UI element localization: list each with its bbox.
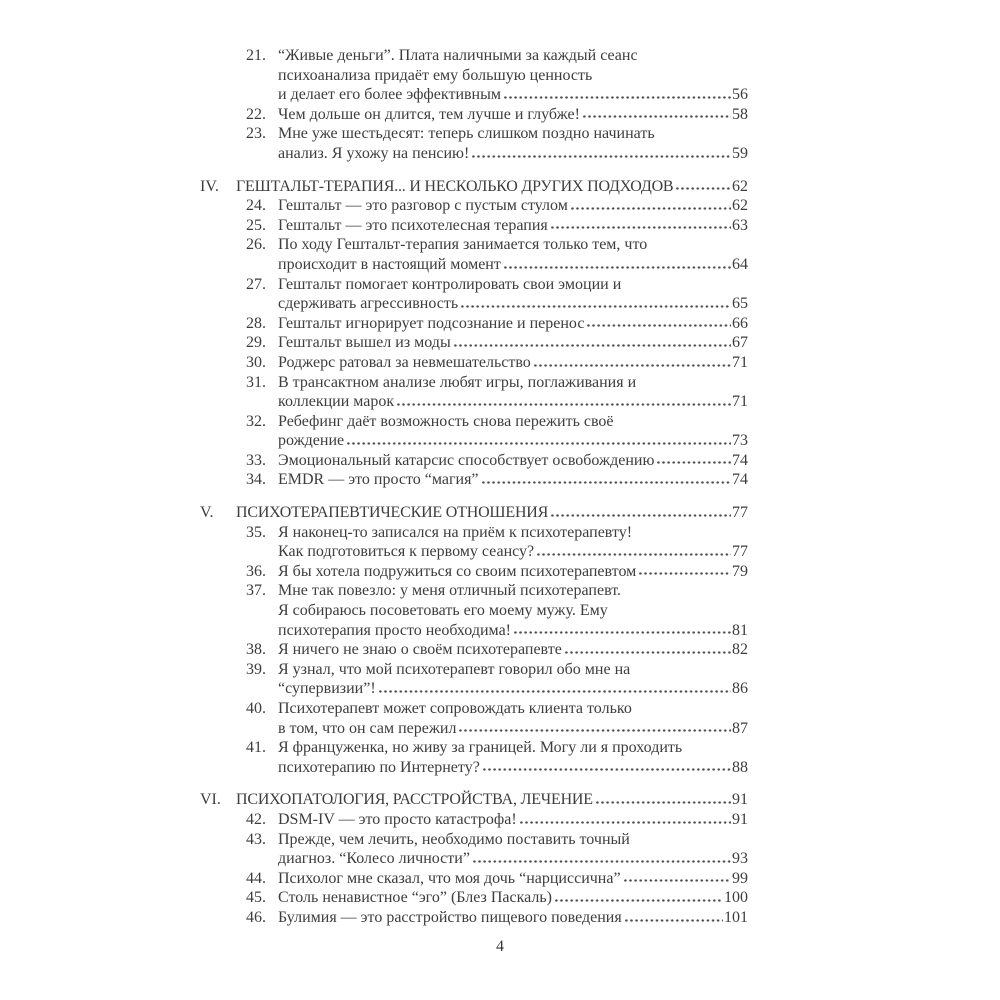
- dot-leader: [676, 187, 731, 190]
- toc-entry-title: [278, 412, 748, 451]
- toc-entry-text: происходит в настоящий момент: [278, 255, 501, 273]
- toc-entry-title: [278, 640, 748, 660]
- toc-entry-number: 25.: [246, 216, 266, 234]
- toc-entry: [200, 196, 748, 216]
- toc-entry: [200, 660, 748, 699]
- toc-entry-line: Психотерапевт может сопровождать клиента только: [278, 700, 632, 717]
- dot-leader: [473, 860, 731, 863]
- toc-entry-number: 28.: [246, 314, 266, 332]
- toc-entry-text: диагноз. “Колесо личности”: [278, 850, 470, 868]
- dot-leader: [596, 801, 731, 804]
- toc-entry-title: [278, 124, 748, 163]
- toc-entry-number: 35.: [246, 523, 266, 541]
- toc-page-ref: 62: [732, 197, 748, 215]
- toc-entry-text: EMDR — это просто “магия”: [278, 471, 479, 489]
- toc-entry-title: [278, 235, 748, 274]
- table-of-contents: [200, 46, 748, 928]
- toc-page-ref: 87: [732, 719, 748, 737]
- toc-section-header: [200, 503, 748, 523]
- toc-entry-number: 27.: [246, 275, 266, 293]
- toc-entry-line: [278, 888, 748, 908]
- dot-leader: [625, 919, 723, 922]
- toc-page-ref: 77: [732, 504, 748, 522]
- toc-page-ref: 99: [732, 869, 748, 887]
- toc-entry-text: Чем дольше он длится, тем лучше и глубже!: [278, 105, 580, 123]
- toc-entry-title: [278, 275, 748, 314]
- toc-entry-text: в том, что он сам пережил: [278, 719, 457, 737]
- toc-entry-line: [278, 849, 748, 869]
- toc-entry-number: 24.: [246, 197, 266, 215]
- toc-entry-line: [278, 470, 748, 490]
- toc-entry: [200, 699, 748, 738]
- toc-entry-text: Гештальт вышел из моды: [278, 334, 451, 352]
- toc-entry: [200, 640, 748, 660]
- dot-leader: [551, 226, 731, 229]
- toc-entry: [200, 869, 748, 889]
- toc-entry-line: Я француженка, но живу за границей. Могу ли я проходить: [278, 739, 683, 757]
- toc-section-numeral: IV.: [200, 177, 219, 195]
- toc-entry-number: 41.: [246, 739, 266, 757]
- toc-entry-line: [278, 719, 748, 739]
- toc-entry-line: [278, 333, 748, 353]
- toc-page-ref: 67: [732, 334, 748, 352]
- toc-page-ref: 88: [732, 758, 748, 776]
- dot-leader: [347, 442, 731, 445]
- toc-page-ref: 65: [732, 295, 748, 313]
- toc-entry-number: 39.: [246, 660, 266, 678]
- toc-entry-line: Мне так повезло: у меня отличный психотерапевт.: [278, 582, 622, 600]
- toc-entry-line: [278, 431, 748, 451]
- toc-entry: [200, 412, 748, 451]
- toc-entry-title: [278, 451, 748, 471]
- toc-entry-line: [278, 144, 748, 164]
- toc-page-ref: 82: [732, 641, 748, 659]
- toc-entry-text: Булимия — это расстройство пищевого поведения: [278, 908, 622, 926]
- toc-entry-number: 32.: [246, 412, 266, 430]
- toc-page-ref: 77: [732, 543, 748, 561]
- toc-entry-text: Столь ненавистное “эго” (Блез Паскаль): [278, 889, 552, 907]
- toc-entry-title: [278, 216, 748, 236]
- toc-entry-line: В трансактном анализе любят игры, поглаживания и: [278, 373, 637, 391]
- dot-leader: [534, 364, 731, 367]
- toc-entry: [200, 451, 748, 471]
- toc-entry-line: По ходу Гештальт-терапия занимается только тем, что: [278, 236, 648, 254]
- toc-entry-line: Ребефинг даёт возможность снова пережить своё: [278, 412, 614, 430]
- toc-entry-title: [278, 908, 748, 928]
- toc-page-ref: 74: [732, 471, 748, 489]
- toc-page-ref: 59: [732, 144, 748, 162]
- toc-entry-number: 42.: [246, 810, 266, 828]
- toc-entry-line: [278, 562, 748, 582]
- toc-entry-title: [278, 46, 748, 105]
- toc-entry-title: [278, 470, 748, 490]
- toc-page-ref: 91: [732, 791, 748, 809]
- toc-entry-text: Я ничего не знаю о своём психотерапевте: [278, 641, 562, 659]
- toc-entry-line: Прежде, чем лечить, необходимо поставить точный: [278, 830, 630, 848]
- toc-entry: [200, 830, 748, 869]
- toc-entry-line: [278, 869, 748, 889]
- toc-entry-line: Гештальт помогает контролировать свои эмоции и: [278, 275, 622, 293]
- toc-page-ref: 101: [724, 908, 748, 926]
- dot-leader: [504, 96, 731, 99]
- dot-leader: [504, 266, 731, 269]
- toc-entry-number: 22.: [246, 105, 266, 123]
- toc-entry-line: “Живые деньги”. Плата наличными за каждый сеанс: [278, 47, 638, 64]
- toc-section-title: ПСИХОПАТОЛОГИЯ, РАССТРОЙСТВА, ЛЕЧЕНИЕ: [236, 791, 593, 809]
- toc-entry: [200, 314, 748, 334]
- toc-page-ref: 56: [732, 86, 748, 104]
- toc-section-title: ПСИХОТЕРАПЕВТИЧЕСКИЕ ОТНОШЕНИЯ: [236, 504, 549, 522]
- toc-entry-number: 21.: [246, 47, 266, 64]
- toc-entry-number: 31.: [246, 373, 266, 391]
- toc-entry-title: [278, 333, 748, 353]
- toc-page-ref: 64: [732, 255, 748, 273]
- dot-leader: [639, 572, 731, 575]
- toc-page-ref: 79: [732, 562, 748, 580]
- dot-leader: [583, 115, 731, 118]
- toc-entry-number: 38.: [246, 641, 266, 659]
- toc-entry-title: [278, 660, 748, 699]
- dot-leader: [483, 768, 731, 771]
- toc-entry-line: [278, 621, 748, 641]
- toc-entry-line: Мне уже шестьдесят: теперь слишком поздно начинать: [278, 125, 655, 143]
- toc-entry-line: Я узнал, что мой психотерапевт говорил обо мне на: [278, 660, 631, 678]
- toc-section-numeral: VI.: [200, 791, 221, 809]
- toc-entry-number: 30.: [246, 353, 266, 371]
- toc-entry-number: 40.: [246, 700, 266, 717]
- toc-entry: [200, 581, 748, 640]
- dot-leader: [379, 690, 731, 693]
- page-number: 4: [496, 938, 504, 955]
- toc-entry: [200, 888, 748, 908]
- dot-leader: [514, 631, 731, 634]
- toc-entry-line: [278, 542, 748, 562]
- toc-entry-title: [278, 523, 748, 562]
- toc-entry-text: психотерапия просто необходима!: [278, 621, 511, 639]
- toc-entry-title: [278, 738, 748, 777]
- toc-page-ref: 71: [732, 353, 748, 371]
- dot-leader: [397, 403, 731, 406]
- toc-entry-line: [278, 810, 748, 830]
- toc-entry-number: 44.: [246, 869, 266, 887]
- toc-entry-text: анализ. Я ухожу на пенсию!: [278, 144, 470, 162]
- toc-entry-title: [278, 562, 748, 582]
- toc-entry-title: [278, 373, 748, 412]
- toc-entry-line: [278, 196, 748, 216]
- toc-page-ref: 91: [732, 810, 748, 828]
- toc-entry-number: 37.: [246, 582, 266, 600]
- toc-page-ref: 100: [724, 889, 748, 907]
- toc-page-ref: 66: [732, 314, 748, 332]
- toc-entry-text: Гештальт — это разговор с пустым стулом: [278, 197, 568, 215]
- toc-entry-title: [278, 869, 748, 889]
- toc-section-numeral: V.: [200, 504, 214, 522]
- toc-page-ref: 81: [732, 621, 748, 639]
- toc-entry-line: [278, 353, 748, 373]
- toc-entry-line: [278, 908, 748, 928]
- toc-page-ref: 62: [732, 177, 748, 195]
- toc-entry-number: 34.: [246, 471, 266, 489]
- toc-entry: [200, 333, 748, 353]
- dot-leader: [555, 899, 723, 902]
- toc-entry-text: рождение: [278, 432, 345, 450]
- dot-leader: [461, 305, 731, 308]
- dot-leader: [657, 461, 731, 464]
- toc-entry-number: 45.: [246, 889, 266, 907]
- toc-entry-text: “супервизии”!: [278, 680, 376, 698]
- toc-page-ref: 71: [732, 393, 748, 411]
- toc-entry-number: 23.: [246, 125, 266, 143]
- toc-page-ref: 63: [732, 216, 748, 234]
- toc-entry-text: Психолог мне сказал, что моя дочь “нарциссична”: [278, 869, 621, 887]
- toc-page-ref: 86: [732, 680, 748, 698]
- toc-entry-number: 36.: [246, 562, 266, 580]
- toc-page-ref: 58: [732, 105, 748, 123]
- toc-entry-line: психоанализа придаёт ему большую ценность: [278, 66, 593, 84]
- toc-entry-title: [278, 581, 748, 640]
- toc-entry-line: [278, 451, 748, 471]
- toc-entry: [200, 124, 748, 163]
- toc-entry-number: 29.: [246, 334, 266, 352]
- toc-entry-number: 43.: [246, 830, 266, 848]
- toc-entry: [200, 523, 748, 562]
- toc-entry-text: и делает его более эффективным: [278, 86, 501, 104]
- dot-leader: [520, 821, 731, 824]
- toc-entry-line: [278, 392, 748, 412]
- toc-entry-text: Эмоциональный катарсис способствует освобождению: [278, 451, 655, 469]
- toc-entry: [200, 275, 748, 314]
- dot-leader: [624, 879, 731, 882]
- toc-entry-line: [278, 294, 748, 314]
- toc-entry-line: [278, 314, 748, 334]
- toc-entry-text: Гештальт — это психотелесная терапия: [278, 216, 548, 234]
- toc-entry-number: 46.: [246, 908, 266, 926]
- toc-entry-text: коллекции марок: [278, 393, 395, 411]
- toc-section-header: [200, 177, 748, 197]
- toc-entry: [200, 373, 748, 412]
- toc-entry-number: 33.: [246, 451, 266, 469]
- toc-entry-text: Роджерс ратовал за невмешательство: [278, 353, 531, 371]
- toc-entry-title: [278, 314, 748, 334]
- dot-leader: [454, 344, 731, 347]
- dot-leader: [482, 481, 731, 484]
- toc-entry: [200, 353, 748, 373]
- toc-entry-line: [278, 105, 748, 125]
- toc-entry-line: Я собираюсь посоветовать его моему мужу. Ему: [278, 602, 608, 620]
- toc-entry-text: сдерживать агрессивность: [278, 295, 459, 313]
- toc-entry: [200, 235, 748, 274]
- dot-leader: [472, 155, 731, 158]
- toc-entry: [200, 470, 748, 490]
- toc-entry-text: Как подготовиться к первому сеансу?: [278, 543, 535, 561]
- toc-entry: [200, 908, 748, 928]
- toc-entry: [200, 810, 748, 830]
- toc-entry-line: [278, 640, 748, 660]
- toc-entry-text: Я бы хотела подружиться со своим психотерапевтом: [278, 562, 637, 580]
- toc-entry-line: [278, 85, 748, 105]
- dot-leader: [571, 207, 731, 210]
- toc-entry: [200, 105, 748, 125]
- toc-entry-title: [278, 196, 748, 216]
- toc-entry-title: [278, 105, 748, 125]
- toc-entry-text: Гештальт игнорирует подсознание и перенос: [278, 314, 585, 332]
- dot-leader: [565, 651, 731, 654]
- toc-entry-number: 26.: [246, 236, 266, 254]
- toc-entry-line: [278, 758, 748, 778]
- toc-entry-title: [278, 810, 748, 830]
- toc-entry-text: DSM-IV — это просто катастрофа!: [278, 810, 517, 828]
- dot-leader: [459, 729, 731, 732]
- toc-entry-title: [278, 699, 748, 738]
- dot-leader: [551, 514, 731, 517]
- toc-entry: [200, 562, 748, 582]
- toc-entry-title: [278, 353, 748, 373]
- dot-leader: [587, 324, 731, 327]
- toc-entry-text: психотерапию по Интернету?: [278, 758, 480, 776]
- toc-entry-line: [278, 216, 748, 236]
- dot-leader: [537, 553, 731, 556]
- toc-section-header: [200, 790, 748, 810]
- toc-entry: [200, 216, 748, 236]
- toc-entry-line: [278, 255, 748, 275]
- toc-entry-line: Я наконец-то записался на приём к психотерапевту!: [278, 523, 633, 541]
- toc-page-ref: 74: [732, 451, 748, 469]
- toc-page-ref: 93: [732, 850, 748, 868]
- toc-entry-title: [278, 888, 748, 908]
- toc-page-ref: 73: [732, 432, 748, 450]
- toc-entry: [200, 46, 748, 105]
- toc-entry-title: [278, 830, 748, 869]
- toc-entry-line: [278, 679, 748, 699]
- toc-section-title: ГЕШТАЛЬТ-ТЕРАПИЯ... И НЕСКОЛЬКО ДРУГИХ ПОДХОДОВ: [236, 177, 674, 195]
- toc-entry: [200, 738, 748, 777]
